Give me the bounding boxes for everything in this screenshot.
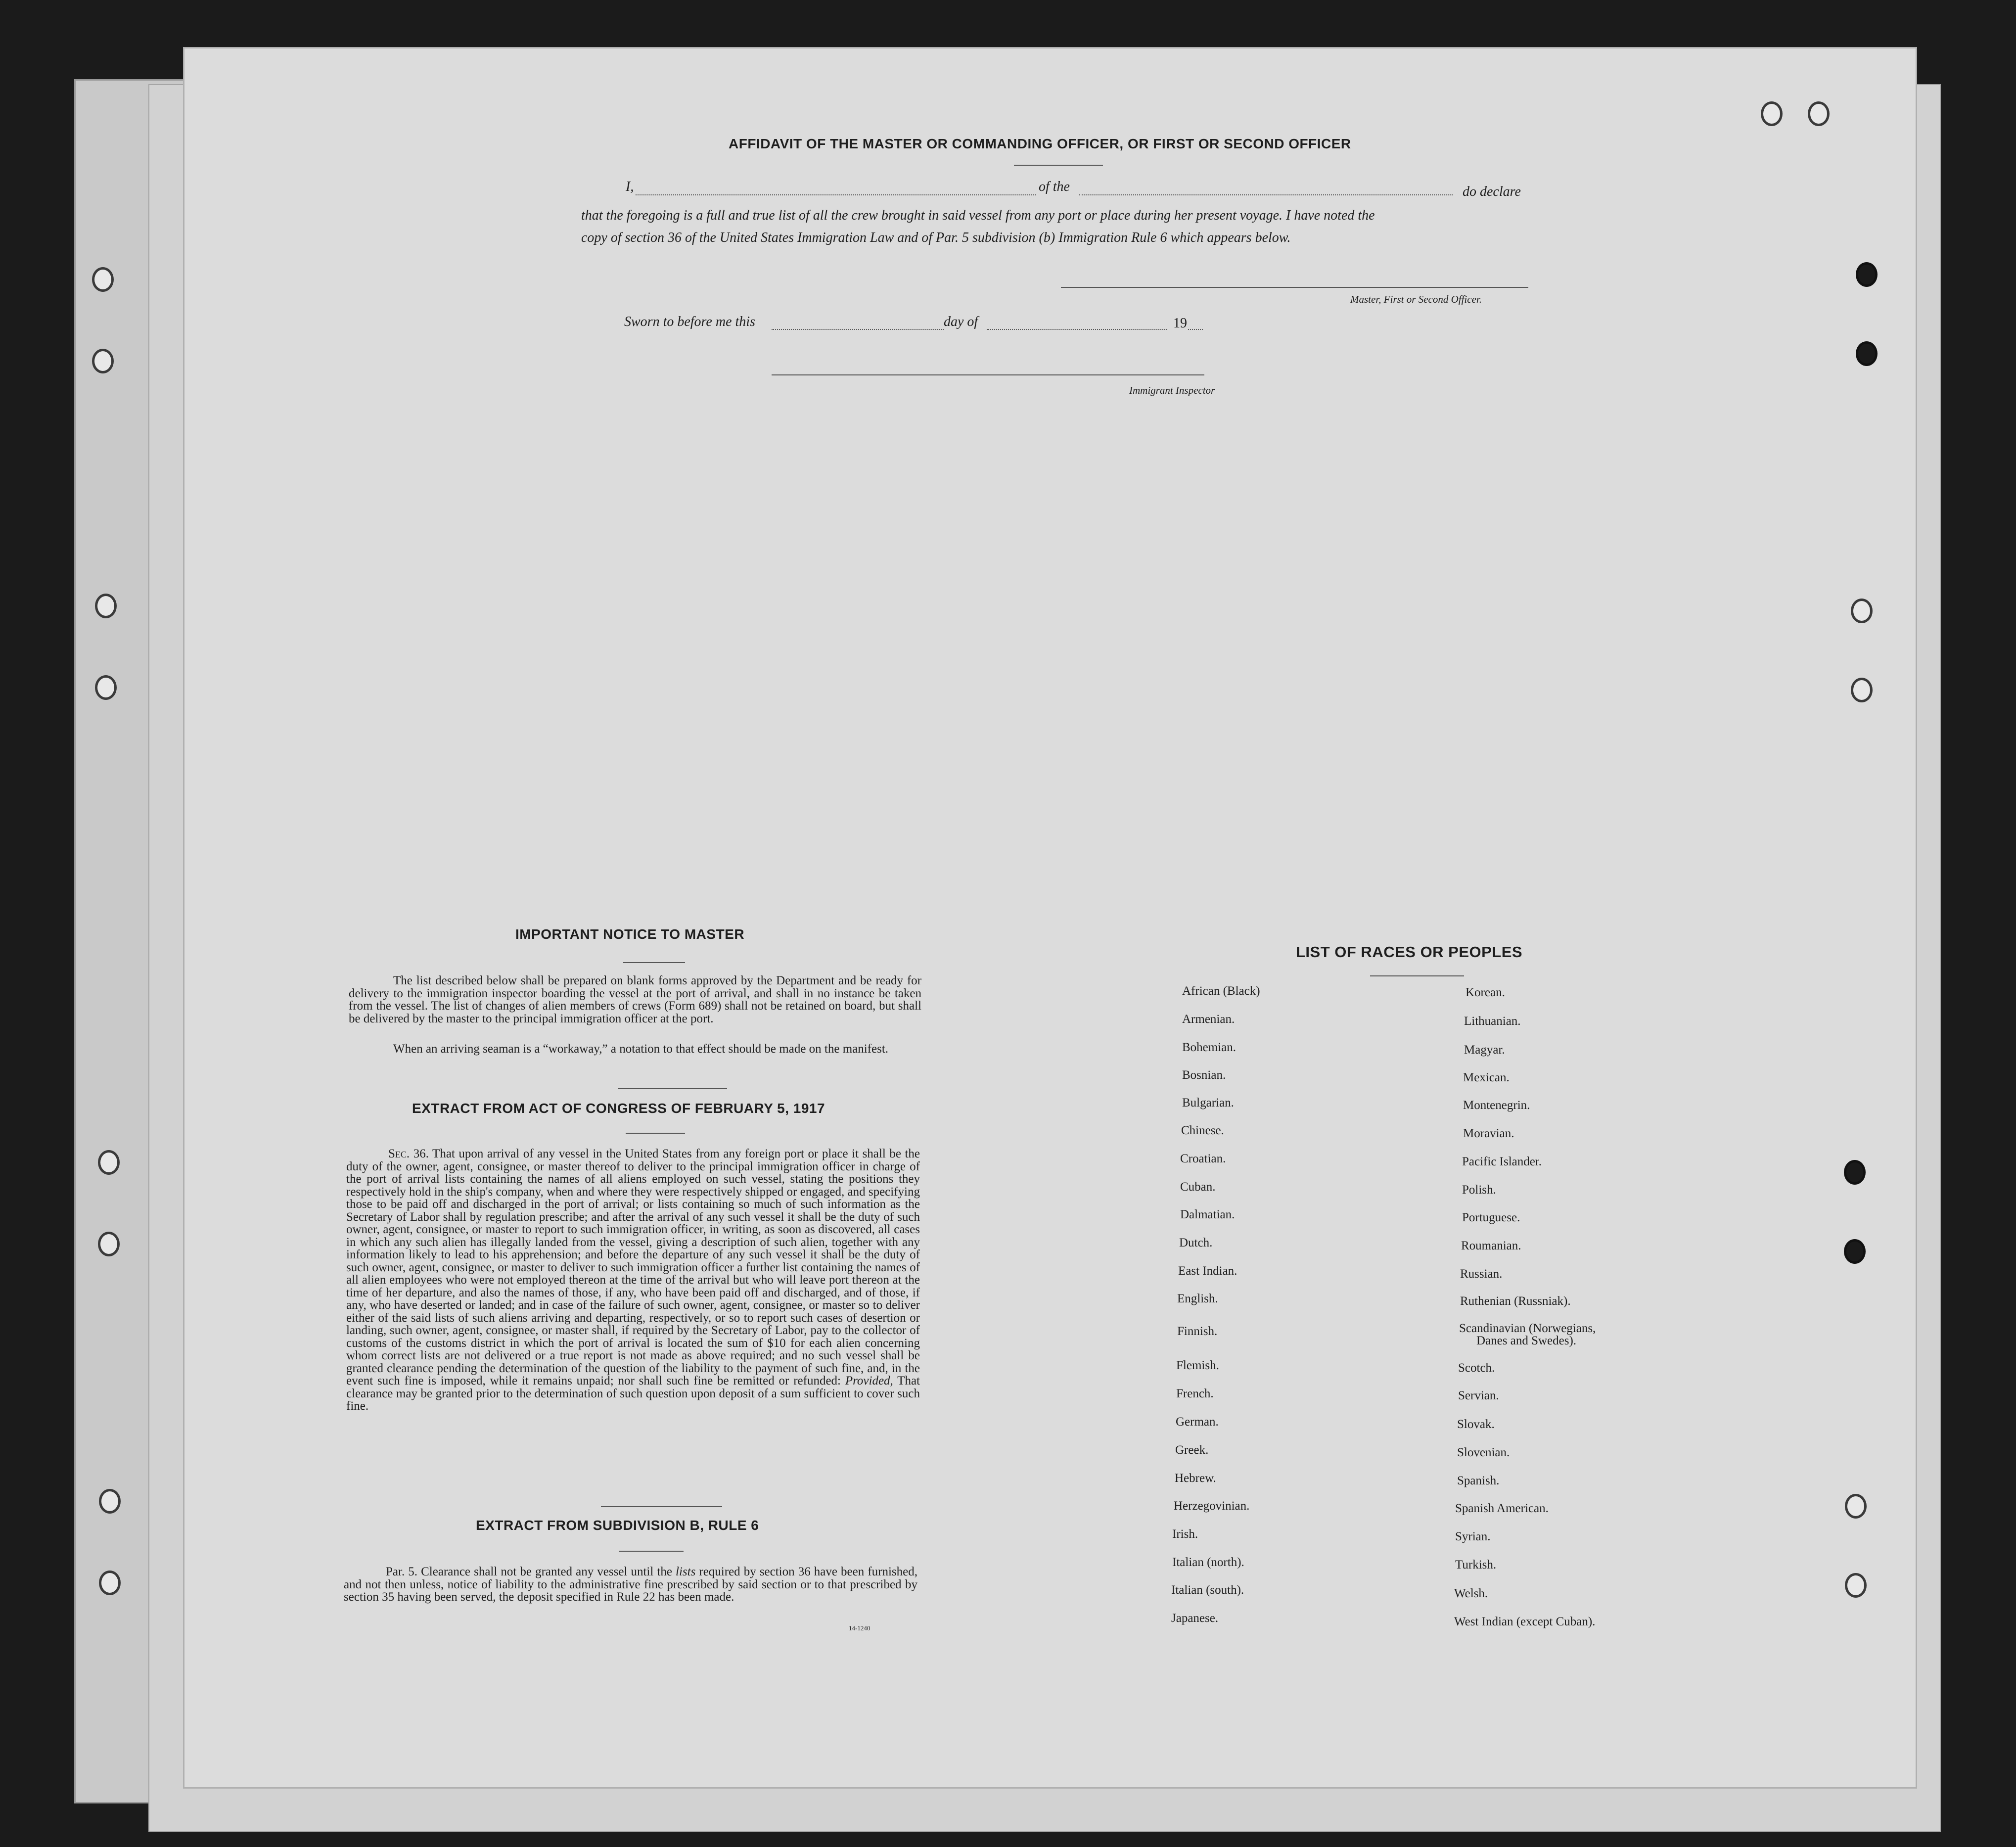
- binder-hole: [1844, 1160, 1866, 1185]
- race-item: Russian.: [1460, 1267, 1503, 1281]
- lists-word: lists: [676, 1565, 696, 1578]
- section-label: Sec. 36.: [388, 1147, 429, 1160]
- declarant-label: I,: [626, 179, 634, 194]
- race-item: Moravian.: [1463, 1127, 1514, 1140]
- master-signature-line[interactable]: [1061, 287, 1528, 288]
- race-item: West Indian (except Cuban).: [1454, 1615, 1596, 1628]
- declaration-line-2: that the foregoing is a full and true list of all the crew brought in said vessel from any port or place during her present voyage. I have noted the: [581, 208, 1375, 223]
- vessel-name-field[interactable]: [1079, 194, 1453, 195]
- section-36-text: [346, 1148, 920, 1413]
- race-item: Korean.: [1466, 986, 1505, 999]
- race-item: Greek.: [1175, 1443, 1209, 1457]
- notice-paragraph-1: The list described below shall be prepared on blank forms approved by the Department and be ready for delivery to the immigration inspector boarding the vessel at the port of arrival, and shall in no instance be taken from the vessel. The list of changes of alien members of crews (Form 689) shall not be retained on board, but shall be delivered by the master to the principal immigration officer at the port.: [349, 974, 921, 1025]
- race-item: East Indian.: [1178, 1264, 1237, 1278]
- race-item: Slovak.: [1457, 1418, 1495, 1431]
- binder-hole: [95, 675, 117, 700]
- race-item: Bulgarian.: [1182, 1096, 1234, 1109]
- race-item: Finnish.: [1177, 1325, 1218, 1338]
- race-item: Flemish.: [1176, 1359, 1219, 1372]
- race-item: Spanish American.: [1455, 1502, 1549, 1515]
- race-item: Armenian.: [1182, 1013, 1235, 1026]
- race-item: Lithuanian.: [1464, 1015, 1521, 1028]
- binder-hole: [1808, 101, 1830, 126]
- title-divider: [1014, 165, 1103, 166]
- affidavit-title: AFFIDAVIT OF THE MASTER OR COMMANDING OFFICER, OR FIRST OR SECOND OFFICER: [729, 136, 1351, 151]
- rule-6-text: [344, 1566, 917, 1604]
- notice-divider: [623, 962, 685, 963]
- extract-rule-divider: [619, 1551, 684, 1552]
- race-item: Scandinavian (Norwegians,: [1459, 1322, 1596, 1335]
- race-item: African (Black): [1182, 984, 1260, 998]
- year-prefix: 19: [1173, 316, 1187, 331]
- extract-act-title: EXTRACT FROM ACT OF CONGRESS OF FEBRUARY 5, 1917: [412, 1101, 825, 1116]
- binder-hole: [1761, 101, 1783, 126]
- form-number: 14-1240: [849, 1624, 871, 1632]
- notice-title: IMPORTANT NOTICE TO MASTER: [515, 926, 745, 942]
- extract-act-divider: [626, 1133, 685, 1134]
- race-item: Herzegovinian.: [1174, 1499, 1250, 1513]
- binder-hole: [98, 1232, 120, 1256]
- sworn-year-field[interactable]: [1188, 329, 1203, 330]
- binder-hole: [1851, 678, 1873, 702]
- binder-hole: [98, 1150, 120, 1175]
- binder-hole: [95, 594, 117, 618]
- binder-hole: [1851, 599, 1873, 623]
- declarant-name-field[interactable]: [636, 194, 1036, 195]
- race-item: Italian (south).: [1171, 1583, 1244, 1597]
- sworn-day-field[interactable]: [772, 329, 944, 330]
- race-item: Scotch.: [1458, 1361, 1495, 1375]
- race-item: Portuguese.: [1462, 1211, 1520, 1224]
- race-item: Japanese.: [1171, 1612, 1219, 1625]
- race-item: Servian.: [1458, 1389, 1499, 1402]
- binder-hole: [1856, 341, 1878, 366]
- sworn-month-field[interactable]: [987, 329, 1167, 330]
- race-item: Magyar.: [1464, 1043, 1505, 1057]
- declare-text: do declare: [1463, 184, 1521, 199]
- rule-6-text-a: Par. 5. Clearance shall not be granted any vessel until the: [386, 1565, 672, 1578]
- race-item-continuation: Danes and Swedes).: [1476, 1334, 1577, 1347]
- race-item: Turkish.: [1455, 1558, 1497, 1571]
- races-title: LIST OF RACES OR PEOPLES: [1296, 943, 1523, 961]
- section-36-end: That clearance may be granted prior to the determination of such question upon deposit of a sum sufficient to cover such fine.: [346, 1374, 920, 1413]
- race-item: Montenegrin.: [1463, 1099, 1530, 1112]
- race-item: Ruthenian (Russniak).: [1460, 1294, 1571, 1308]
- race-item: Spanish.: [1457, 1474, 1500, 1487]
- provided-word: Provided,: [845, 1374, 893, 1387]
- section-36-body: That upon arrival of any vessel in the United States from any foreign port or place it shall be the duty of the owner, agent, consignee, or master thereof to deliver to the principal immigration officer in charge of the port of arrival lists containing the names of all aliens employed on such vessel, stating the positions they respectively hold in the ship's company, when and where they were respectively shipped or engaged, and specifying those to be paid off and discharged in the port of arrival; or lists containing so much of such information as the Secretary of Labor shall by regulation prescribe; and after the arrival of any such vessel it shall be the duty of such owner, agent, consignee, or master to report to such immigration officer, in writing, as soon as discovered, all cases in which any such alien has illegally landed from the vessel, giving a description of such alien, together with any information likely to lead to his apprehension; and before the departure of any such vessel it shall be the duty of such owner, agent, consignee, or master to deliver to such immigration officer a further list containing the names of all alien employees who were not employed thereon at the time of the arrival but who will leave port thereon at the time of her departure, and also the names of those, if any, who have been paid off and discharged, and of those, if any, who have deserted or landed; and in case of the failure of such owner, agent, consignee, or master so to deliver either of the said lists of such aliens arriving and departing, respectively, or so to report such cases of desertion or landing, such owner, agent, consignee, or master shall, if required by the Secretary of Labor, pay to the collector of customs of the customs district in which the port of arrival is located the sum of $10 for each alien concerning whom correct lists are not delivered or a true report is not made as above required; and no such vessel shall be granted clearance pending the determination of the question of the liability to the payment of such fine, and, in the event such fine is imposed, while it remains unpaid; nor shall such fine be remitted or refunded:: [346, 1147, 920, 1387]
- race-item: Irish.: [1172, 1527, 1198, 1541]
- binder-hole: [1845, 1573, 1867, 1598]
- binder-hole: [1856, 262, 1878, 287]
- section-divider: [618, 1088, 727, 1089]
- sworn-label: Sworn to before me this: [624, 314, 755, 329]
- race-item: Italian (north).: [1172, 1556, 1244, 1569]
- vessel-label: of the: [1039, 179, 1070, 194]
- binder-hole: [92, 349, 114, 373]
- binder-hole: [99, 1570, 121, 1595]
- race-item: Roumanian.: [1461, 1239, 1521, 1252]
- race-item: Bosnian.: [1182, 1068, 1226, 1082]
- declaration-line-3: copy of section 36 of the United States Immigration Law and of Par. 5 subdivision (b) Immigration Rule 6 which appears below.: [581, 230, 1291, 245]
- race-item: Mexican.: [1463, 1071, 1510, 1084]
- race-item: Syrian.: [1455, 1530, 1491, 1543]
- race-item: Chinese.: [1181, 1124, 1224, 1137]
- extract-rule-title: EXTRACT FROM SUBDIVISION B, RULE 6: [476, 1518, 759, 1533]
- binder-hole: [1844, 1239, 1866, 1264]
- race-item: Slovenian.: [1457, 1446, 1510, 1459]
- race-item: Dutch.: [1179, 1236, 1213, 1249]
- race-item: Dalmatian.: [1180, 1208, 1235, 1221]
- race-item: Welsh.: [1454, 1587, 1488, 1600]
- race-item: French.: [1176, 1387, 1214, 1400]
- inspector-caption: Immigrant Inspector: [1129, 384, 1215, 396]
- race-item: German.: [1176, 1415, 1219, 1429]
- binder-hole: [92, 267, 114, 292]
- race-item: Polish.: [1462, 1183, 1496, 1197]
- race-item: Croatian.: [1180, 1152, 1226, 1165]
- binder-hole: [99, 1489, 121, 1514]
- section-divider: [601, 1506, 722, 1507]
- notice-paragraph-2: When an arriving seaman is a “workaway,” a notation to that effect should be made on the manifest.: [393, 1042, 889, 1056]
- affidavit-page: [183, 47, 1917, 1789]
- master-signature-caption: Master, First or Second Officer.: [1350, 293, 1482, 305]
- rule-6-text-b: required by section 36 have been furnished, and not then unless, notice of liability to the administrative fine prescribed by said section or to that prescribed by section 35 having been served, the deposit specified in Rule 22 has been made.: [344, 1565, 917, 1604]
- inspector-signature-line[interactable]: [772, 374, 1204, 375]
- races-divider: [1370, 975, 1464, 976]
- race-item: Bohemian.: [1182, 1041, 1237, 1054]
- binder-hole: [1845, 1494, 1867, 1519]
- race-item: Cuban.: [1180, 1180, 1216, 1194]
- day-of-label: day of: [944, 314, 978, 329]
- race-item: Pacific Islander.: [1462, 1155, 1542, 1168]
- race-item: English.: [1177, 1292, 1218, 1305]
- race-item: Hebrew.: [1175, 1472, 1216, 1485]
